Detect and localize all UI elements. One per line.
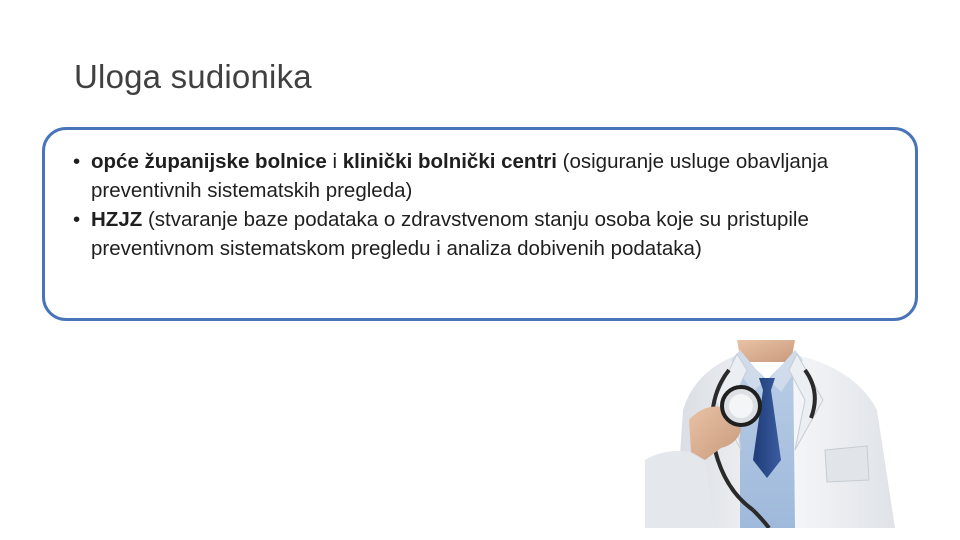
doctor-photo <box>645 340 925 528</box>
bullet-1-text: (osiguranje usluge obavljanja preventivnih sistematskih pregleda) <box>91 150 829 202</box>
slide-title: Uloga sudionika <box>74 58 312 95</box>
list-item <box>70 147 880 205</box>
bullet-1-bold-b: klinički bolnički centri <box>342 150 557 173</box>
bullet-2-text: (stvaranje baze podataka o zdravstvenom stanju osoba koje su pristupile preventivnom sistematskom pregledu i analiza dobivenih podataka) <box>91 208 809 260</box>
bullet-list <box>70 147 880 263</box>
bullet-icon: • <box>73 150 81 173</box>
bullet-2-bold: HZJZ <box>91 208 143 231</box>
doctor-with-stethoscope-icon <box>645 340 925 528</box>
bullet-1-bold-a: opće županijske bolnice <box>91 150 327 173</box>
bullet-icon: • <box>73 208 81 231</box>
list-item <box>70 205 880 263</box>
bullet-1-connector: i <box>326 150 343 173</box>
